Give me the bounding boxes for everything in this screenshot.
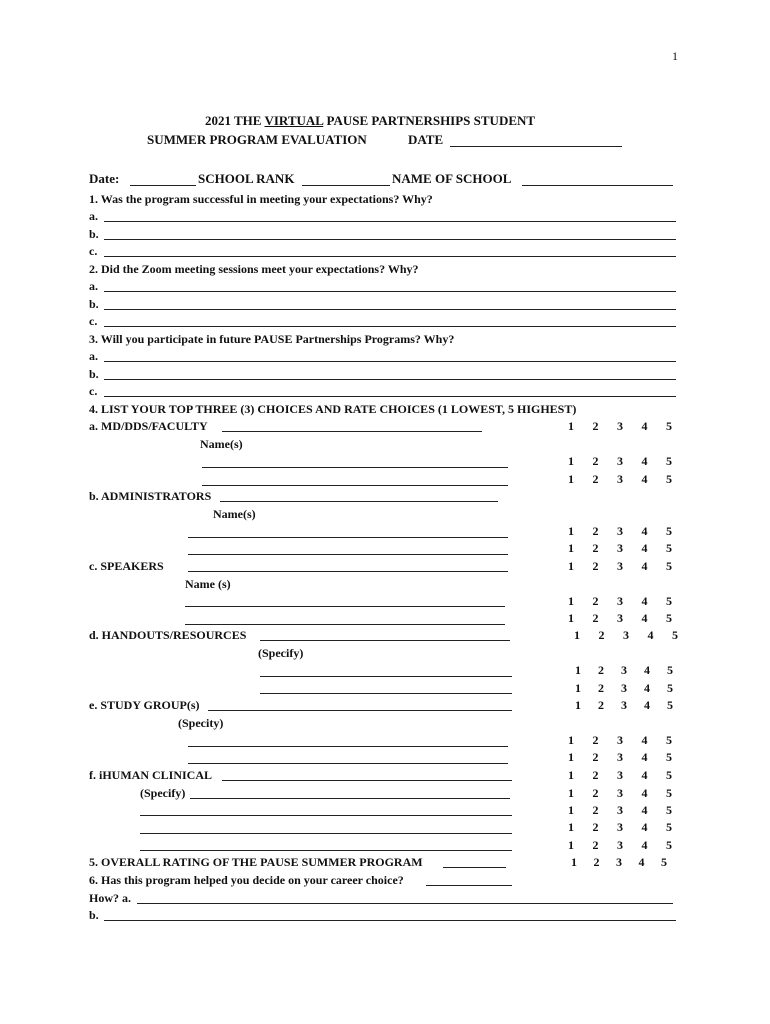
rating-scale[interactable]	[568, 559, 672, 573]
handout-item-field[interactable]	[260, 676, 512, 677]
rating-3[interactable]: 3	[617, 419, 623, 433]
rating-3[interactable]: 3	[617, 820, 623, 834]
rating-2[interactable]: 2	[592, 594, 599, 608]
rating-5[interactable]: 5	[666, 820, 672, 834]
rating-1[interactable]: 1	[568, 559, 574, 573]
q1-answer-b-field[interactable]	[104, 239, 676, 240]
section-ihuman-label: f. iHUMAN CLINICAL	[89, 768, 212, 782]
rating-scale[interactable]	[568, 541, 672, 555]
rating-4[interactable]: 4	[641, 733, 648, 747]
answer-label: b.	[89, 908, 99, 922]
rating-5[interactable]: 5	[666, 803, 672, 817]
faculty-name-field[interactable]	[202, 485, 508, 486]
how-answer-a-field[interactable]	[137, 903, 673, 904]
question-2: 2. Did the Zoom meeting sessions meet your expectations? Why?	[89, 262, 419, 276]
answer-label: a.	[89, 279, 98, 293]
ihuman-item-field[interactable]	[140, 833, 512, 834]
school-rank-label: SCHOOL RANK	[198, 171, 295, 186]
rating-scale[interactable]	[571, 855, 667, 869]
q1-answer-c-field[interactable]	[104, 256, 676, 257]
rating-2[interactable]: 2	[592, 803, 599, 817]
handouts-field[interactable]	[260, 640, 510, 641]
section-handouts-label: d. HANDOUTS/RESOURCES	[89, 628, 247, 642]
ihuman-specify-sublabel: (Specify)	[140, 786, 186, 800]
answer-label: b.	[89, 297, 99, 311]
rating-scale[interactable]	[568, 803, 672, 817]
study-group-specify-sublabel: (Specity)	[178, 716, 224, 730]
rating-2[interactable]: 2	[598, 698, 604, 712]
rating-scale[interactable]	[568, 611, 672, 625]
q2-answer-b-field[interactable]	[104, 309, 676, 310]
answer-label: c.	[89, 384, 98, 398]
rating-scale[interactable]	[568, 594, 672, 608]
school-name-field[interactable]	[522, 185, 673, 186]
rating-2[interactable]: 2	[592, 559, 599, 573]
school-rank-field[interactable]	[302, 185, 390, 186]
rating-1[interactable]: 1	[575, 681, 581, 695]
rating-5[interactable]: 5	[661, 855, 667, 869]
rating-2[interactable]: 2	[592, 472, 599, 486]
q3-answer-c-field[interactable]	[104, 396, 676, 397]
rating-4[interactable]: 4	[641, 786, 648, 800]
title-date-field[interactable]	[450, 146, 622, 147]
rating-3[interactable]: 3	[617, 768, 623, 782]
faculty-field[interactable]	[222, 431, 482, 432]
rating-5[interactable]: 5	[666, 733, 672, 747]
rating-1[interactable]: 1	[571, 855, 577, 869]
faculty-names-sublabel: Name(s)	[200, 437, 243, 451]
answer-label: b.	[89, 367, 99, 381]
rating-3[interactable]: 3	[617, 733, 623, 747]
rating-2[interactable]: 2	[592, 733, 599, 747]
rating-3[interactable]: 3	[617, 454, 623, 468]
rating-scale[interactable]	[568, 472, 672, 486]
q1-answer-a-field[interactable]	[104, 221, 676, 222]
rating-1[interactable]: 1	[575, 698, 581, 712]
rating-2[interactable]: 2	[598, 681, 604, 695]
answer-label: a.	[89, 349, 98, 363]
rating-5[interactable]: 5	[666, 541, 672, 555]
rating-4[interactable]: 4	[638, 855, 645, 869]
question-1: 1. Was the program successful in meeting your expectations? Why?	[89, 192, 433, 206]
rating-3[interactable]: 3	[617, 472, 623, 486]
administrator-name-field[interactable]	[188, 554, 508, 555]
handouts-specify-sublabel: (Specify)	[258, 646, 304, 660]
rating-5[interactable]: 5	[666, 472, 672, 486]
rating-3[interactable]: 3	[621, 698, 627, 712]
rating-scale[interactable]	[568, 750, 672, 764]
study-group-item-field[interactable]	[188, 746, 508, 747]
rating-4[interactable]: 4	[641, 419, 648, 433]
rating-5[interactable]: 5	[666, 594, 672, 608]
question-3: 3. Will you participate in future PAUSE Partnerships Programs? Why?	[89, 332, 455, 346]
ihuman-field[interactable]	[222, 780, 512, 781]
rating-5[interactable]: 5	[666, 838, 672, 852]
rating-scale[interactable]	[568, 419, 672, 433]
title-virtual: VIRTUAL	[264, 113, 324, 128]
title-year: 2021 THE	[205, 113, 262, 128]
section-faculty-label: a. MD/DDS/FACULTY	[89, 419, 208, 433]
rating-3[interactable]: 3	[617, 750, 623, 764]
rating-4[interactable]: 4	[644, 663, 650, 677]
rating-3[interactable]: 3	[617, 611, 623, 625]
ihuman-item-field[interactable]	[140, 850, 512, 851]
rating-2[interactable]: 2	[592, 419, 599, 433]
rating-3[interactable]: 3	[616, 855, 622, 869]
how-answer-b-field[interactable]	[104, 920, 676, 921]
administrators-field[interactable]	[220, 501, 498, 502]
rating-2[interactable]: 2	[592, 524, 599, 538]
rating-1[interactable]: 1	[568, 838, 574, 852]
rating-scale[interactable]	[575, 681, 673, 695]
handout-item-field[interactable]	[260, 693, 512, 694]
speakers-names-sublabel: Name (s)	[185, 577, 231, 591]
rating-3[interactable]: 3	[617, 803, 623, 817]
rating-3[interactable]: 3	[617, 559, 623, 573]
rating-5[interactable]: 5	[666, 750, 672, 764]
rating-5[interactable]: 5	[666, 524, 672, 538]
rating-3[interactable]: 3	[623, 628, 629, 642]
rating-scale[interactable]	[574, 628, 678, 642]
rating-4[interactable]: 4	[644, 681, 650, 695]
rating-2[interactable]: 2	[592, 768, 599, 782]
rating-1[interactable]: 1	[568, 803, 574, 817]
rating-2[interactable]: 2	[592, 838, 599, 852]
rating-1[interactable]: 1	[568, 419, 574, 433]
rating-4[interactable]: 4	[641, 454, 648, 468]
rating-1[interactable]: 1	[568, 594, 574, 608]
rating-4[interactable]: 4	[641, 803, 648, 817]
rating-5[interactable]: 5	[666, 768, 672, 782]
rating-1[interactable]: 1	[568, 768, 574, 782]
page-subtitle: SUMMER PROGRAM EVALUATION	[147, 132, 367, 147]
rating-5[interactable]: 5	[667, 663, 673, 677]
rating-2[interactable]: 2	[592, 786, 599, 800]
rating-2[interactable]: 2	[598, 663, 604, 677]
q3-answer-b-field[interactable]	[104, 379, 676, 380]
rating-4[interactable]: 4	[641, 472, 648, 486]
rating-1[interactable]: 1	[568, 786, 574, 800]
study-group-field[interactable]	[208, 710, 512, 711]
rating-scale[interactable]	[568, 524, 672, 538]
rating-3[interactable]: 3	[621, 663, 627, 677]
ihuman-specify-field[interactable]	[190, 798, 510, 799]
answer-label: c.	[89, 244, 98, 258]
rating-4[interactable]: 4	[641, 541, 648, 555]
rating-2[interactable]: 2	[593, 855, 600, 869]
rating-3[interactable]: 3	[617, 541, 623, 555]
rating-2[interactable]: 2	[592, 750, 599, 764]
rating-4[interactable]: 4	[641, 611, 648, 625]
rating-1[interactable]: 1	[568, 820, 574, 834]
rating-2[interactable]: 2	[592, 820, 599, 834]
faculty-name-field[interactable]	[202, 467, 508, 468]
rating-scale[interactable]	[568, 838, 672, 852]
rating-2[interactable]: 2	[592, 454, 599, 468]
rating-5[interactable]: 5	[667, 698, 673, 712]
answer-label: a.	[89, 209, 98, 223]
rating-3[interactable]: 3	[617, 838, 623, 852]
rating-scale[interactable]	[568, 454, 672, 468]
title-rest: PAUSE PARTNERSHIPS STUDENT	[326, 113, 536, 128]
rating-3[interactable]: 3	[617, 524, 623, 538]
rating-scale[interactable]	[568, 768, 672, 782]
rating-5[interactable]: 5	[666, 611, 672, 625]
date-field[interactable]	[130, 185, 196, 186]
rating-4[interactable]: 4	[641, 820, 648, 834]
rating-4[interactable]: 4	[641, 838, 648, 852]
school-name-label: NAME OF SCHOOL	[392, 171, 512, 186]
rating-2[interactable]: 2	[598, 628, 605, 642]
speaker-name-field[interactable]	[185, 624, 505, 625]
page-number: 1	[672, 49, 678, 63]
rating-4[interactable]: 4	[641, 750, 648, 764]
rating-4[interactable]: 4	[647, 628, 654, 642]
rating-1[interactable]: 1	[568, 541, 574, 555]
rating-4[interactable]: 4	[641, 594, 648, 608]
administrator-name-field[interactable]	[188, 537, 508, 538]
rating-4[interactable]: 4	[641, 559, 648, 573]
rating-5[interactable]: 5	[672, 628, 678, 642]
rating-1[interactable]: 1	[568, 611, 574, 625]
rating-3[interactable]: 3	[621, 681, 627, 695]
rating-4[interactable]: 4	[644, 698, 650, 712]
title-date-label: DATE	[408, 132, 444, 147]
overall-rating-field[interactable]	[443, 867, 506, 868]
career-choice-field[interactable]	[426, 885, 512, 886]
rating-scale[interactable]	[575, 663, 673, 677]
rating-3[interactable]: 3	[617, 594, 623, 608]
rating-5[interactable]: 5	[667, 681, 673, 695]
page-title	[205, 114, 535, 128]
rating-1[interactable]: 1	[574, 628, 580, 642]
date-label: Date:	[89, 171, 120, 186]
q2-answer-c-field[interactable]	[104, 326, 676, 327]
rating-2[interactable]: 2	[592, 541, 599, 555]
answer-label: b.	[89, 227, 99, 241]
rating-scale[interactable]	[568, 820, 672, 834]
rating-1[interactable]: 1	[568, 524, 574, 538]
question-5: 5. OVERALL RATING OF THE PAUSE SUMMER PROGRAM	[89, 855, 423, 869]
rating-5[interactable]: 5	[666, 559, 672, 573]
section-administrators-label: b. ADMINISTRATORS	[89, 489, 212, 503]
rating-2[interactable]: 2	[592, 611, 599, 625]
speaker-name-field[interactable]	[185, 606, 505, 607]
rating-4[interactable]: 4	[641, 768, 648, 782]
administrators-names-sublabel: Name(s)	[213, 507, 256, 521]
how-answer-label: How? a.	[89, 891, 131, 905]
rating-5[interactable]: 5	[666, 786, 672, 800]
question-4: 4. LIST YOUR TOP THREE (3) CHOICES AND RATE CHOICES (1 LOWEST, 5 HIGHEST)	[89, 402, 577, 416]
rating-1[interactable]: 1	[568, 454, 574, 468]
rating-scale[interactable]	[568, 786, 672, 800]
rating-scale[interactable]	[568, 733, 672, 747]
question-6: 6. Has this program helped you decide on your career choice?	[89, 873, 404, 887]
study-group-item-field[interactable]	[188, 763, 508, 764]
rating-1[interactable]: 1	[568, 472, 574, 486]
rating-1[interactable]: 1	[568, 750, 574, 764]
rating-scale[interactable]	[575, 698, 673, 712]
rating-4[interactable]: 4	[641, 524, 648, 538]
section-study-group-label: e. STUDY GROUP(s)	[89, 698, 200, 712]
ihuman-item-field[interactable]	[140, 815, 512, 816]
answer-label: c.	[89, 314, 98, 328]
speakers-field[interactable]	[188, 571, 508, 572]
rating-1[interactable]: 1	[568, 733, 574, 747]
section-speakers-label: c. SPEAKERS	[89, 559, 164, 573]
q3-answer-a-field[interactable]	[104, 361, 676, 362]
rating-1[interactable]: 1	[575, 663, 581, 677]
q2-answer-a-field[interactable]	[104, 291, 676, 292]
rating-5[interactable]: 5	[666, 419, 672, 433]
rating-5[interactable]: 5	[666, 454, 672, 468]
rating-3[interactable]: 3	[617, 786, 623, 800]
